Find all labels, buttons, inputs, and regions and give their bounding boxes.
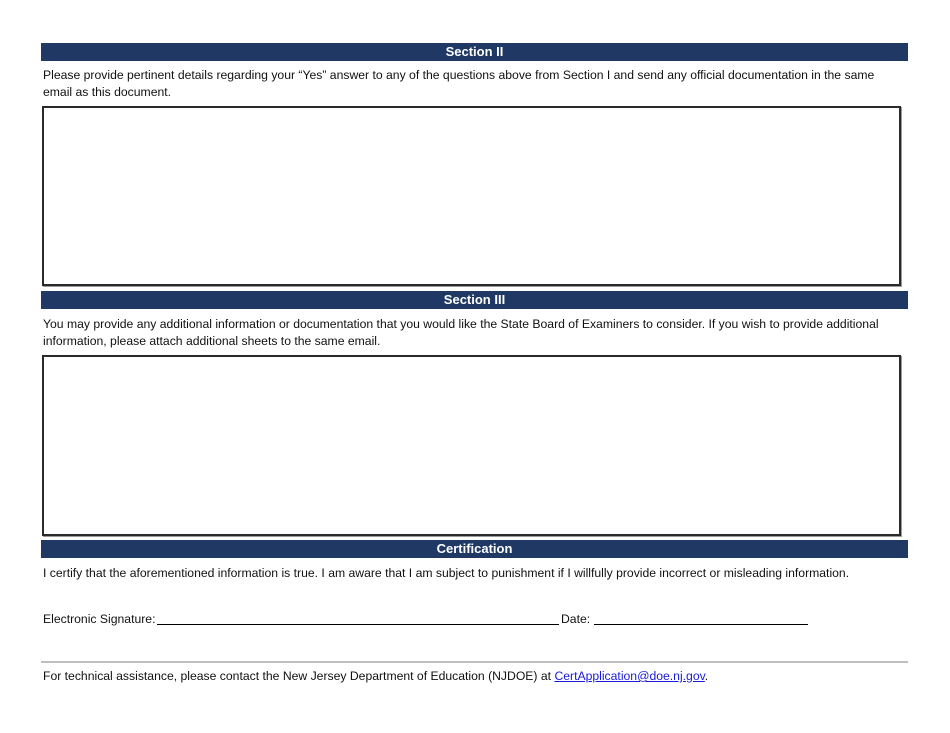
- footer-assistance: [43, 668, 708, 685]
- support-email-link[interactable]: CertApplication@doe.nj.gov: [554, 669, 705, 683]
- footer-text: For technical assistance, please contact the New Jersey Department of Education (NJDOE) at: [43, 669, 555, 683]
- date-label: Date:: [561, 612, 591, 626]
- section-ii-response-box[interactable]: [42, 106, 901, 286]
- footer-trailing: .: [704, 669, 709, 683]
- section-ii-header: Section II: [41, 43, 908, 61]
- signature-row: [43, 610, 843, 628]
- section-ii-instructions: Please provide pertinent details regarding your “Yes” answer to any of the questions above from Section I and send any official documentation in the same email as this document.: [43, 68, 875, 99]
- electronic-signature-input[interactable]: [157, 610, 559, 625]
- certification-header: Certification: [41, 540, 908, 558]
- certification-statement: I certify that the aforementioned information is true. I am aware that I am subject to punishment if I willfully provide incorrect or misleading information.: [43, 566, 850, 580]
- section-iii-response-box[interactable]: [42, 355, 901, 536]
- section-iii-instructions: You may provide any additional information or documentation that you would like the State Board of Examiners to consider. If you wish to provide additional information, please attach additional sheets to the same email.: [43, 317, 879, 348]
- date-input[interactable]: [594, 610, 808, 625]
- footer-divider: [41, 661, 908, 663]
- section-iii-header: Section III: [41, 291, 908, 309]
- signature-label: Electronic Signature:: [43, 612, 156, 626]
